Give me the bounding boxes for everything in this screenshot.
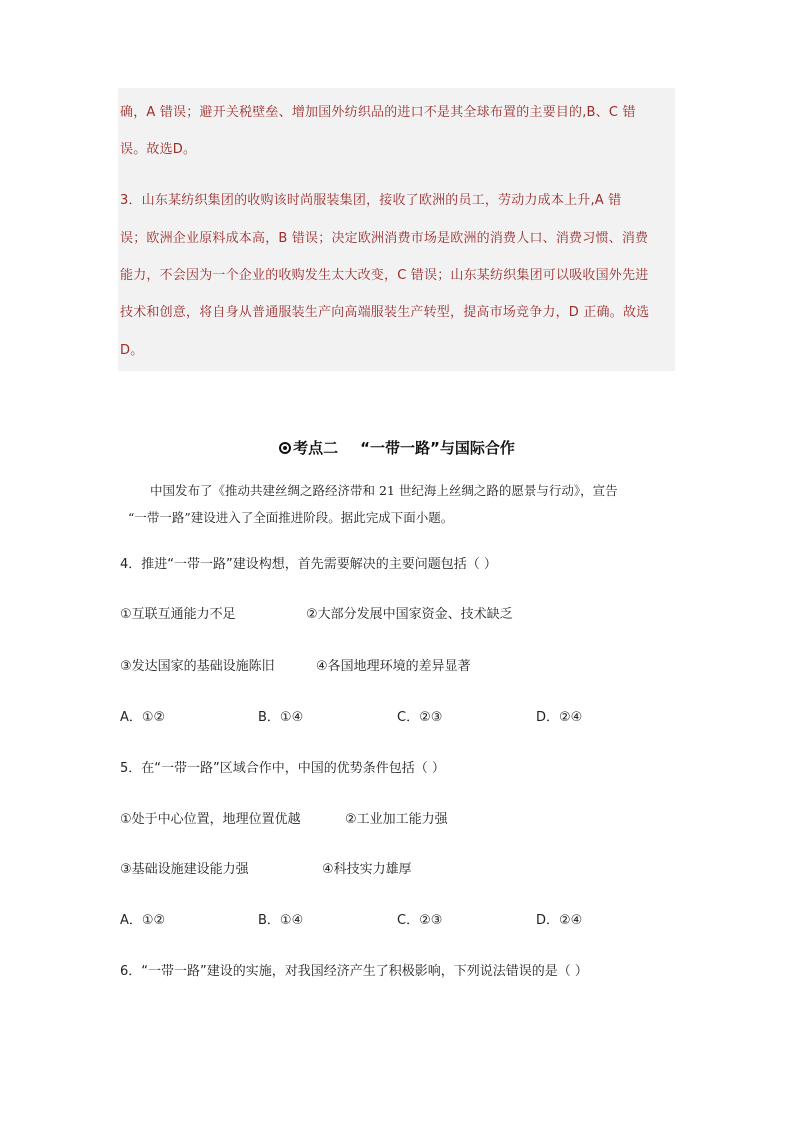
answer-line: D。 bbox=[120, 343, 144, 358]
intro-line: “一带一路”建设进入了全面推进阶段。据此完成下面小题。 bbox=[128, 510, 454, 525]
question-item: ②大部分发展中国家资金、技术缺乏 bbox=[306, 607, 513, 622]
question-stem: 5．在“一带一路”区域合作中，中国的优势条件包括（ ） bbox=[120, 761, 445, 776]
question-stem: 4．推进“一带一路”建设构想，首先需要解决的主要问题包括（ ） bbox=[120, 557, 497, 572]
section-heading bbox=[0, 437, 794, 458]
answer-line: 能力，不会因为一个企业的收购发生太大改变，C 错误；山东某纺织集团可以吸收国外先进 bbox=[120, 268, 649, 283]
question-item: ③发达国家的基础设施陈旧 bbox=[120, 659, 275, 674]
choice-d[interactable]: D．②④ bbox=[536, 710, 583, 725]
answer-line: 技术和创意，将自身从普通服装生产向高端服装生产转型，提高市场竞争力，D 正确。故选 bbox=[120, 305, 650, 320]
intro-line: 中国发布了《推动共建丝绸之路经济带和 21 世纪海上丝绸之路的愿景与行动》，宣告 bbox=[150, 483, 618, 498]
question-item: ①处于中心位置，地理位置优越 bbox=[120, 812, 301, 827]
question-stem: 6．“一带一路”建设的实施，对我国经济产生了积极影响，下列说法错误的是（ ） bbox=[120, 964, 588, 979]
choice-a[interactable]: A．①② bbox=[120, 710, 166, 725]
answer-line: 误。故选D。 bbox=[120, 142, 197, 157]
answer-line: 误；欧洲企业原料成本高，B 错误；决定欧洲消费市场是欧洲的消费人口、消费习惯、消费 bbox=[120, 231, 649, 246]
choice-d[interactable]: D．②④ bbox=[536, 913, 583, 928]
question-item: ②工业加工能力强 bbox=[345, 812, 448, 827]
answer-line: 3．山东某纺织集团的收购该时尚服装集团，接收了欧洲的员工，劳动力成本上升,A 错 bbox=[120, 193, 622, 208]
section-prefix: 考点二 bbox=[293, 439, 339, 457]
section-title: “一带一路”与国际合作 bbox=[360, 439, 515, 457]
choice-c[interactable]: C．②③ bbox=[397, 913, 443, 928]
bullet-icon bbox=[279, 442, 291, 454]
question-item: ③基础设施建设能力强 bbox=[120, 862, 249, 877]
choice-c[interactable]: C．②③ bbox=[397, 710, 443, 725]
question-item: ④科技实力雄厚 bbox=[322, 862, 412, 877]
choice-a[interactable]: A．①② bbox=[120, 913, 166, 928]
question-item: ①互联互通能力不足 bbox=[120, 607, 236, 622]
choice-b[interactable]: B．①④ bbox=[258, 913, 304, 928]
question-item: ④各国地理环境的差异显著 bbox=[316, 659, 471, 674]
answer-line: 确，A 错误；避开关税壁垒、增加国外纺织品的进口不是其全球布置的主要目的,B、C 错 bbox=[120, 105, 636, 120]
choice-b[interactable]: B．①④ bbox=[258, 710, 304, 725]
